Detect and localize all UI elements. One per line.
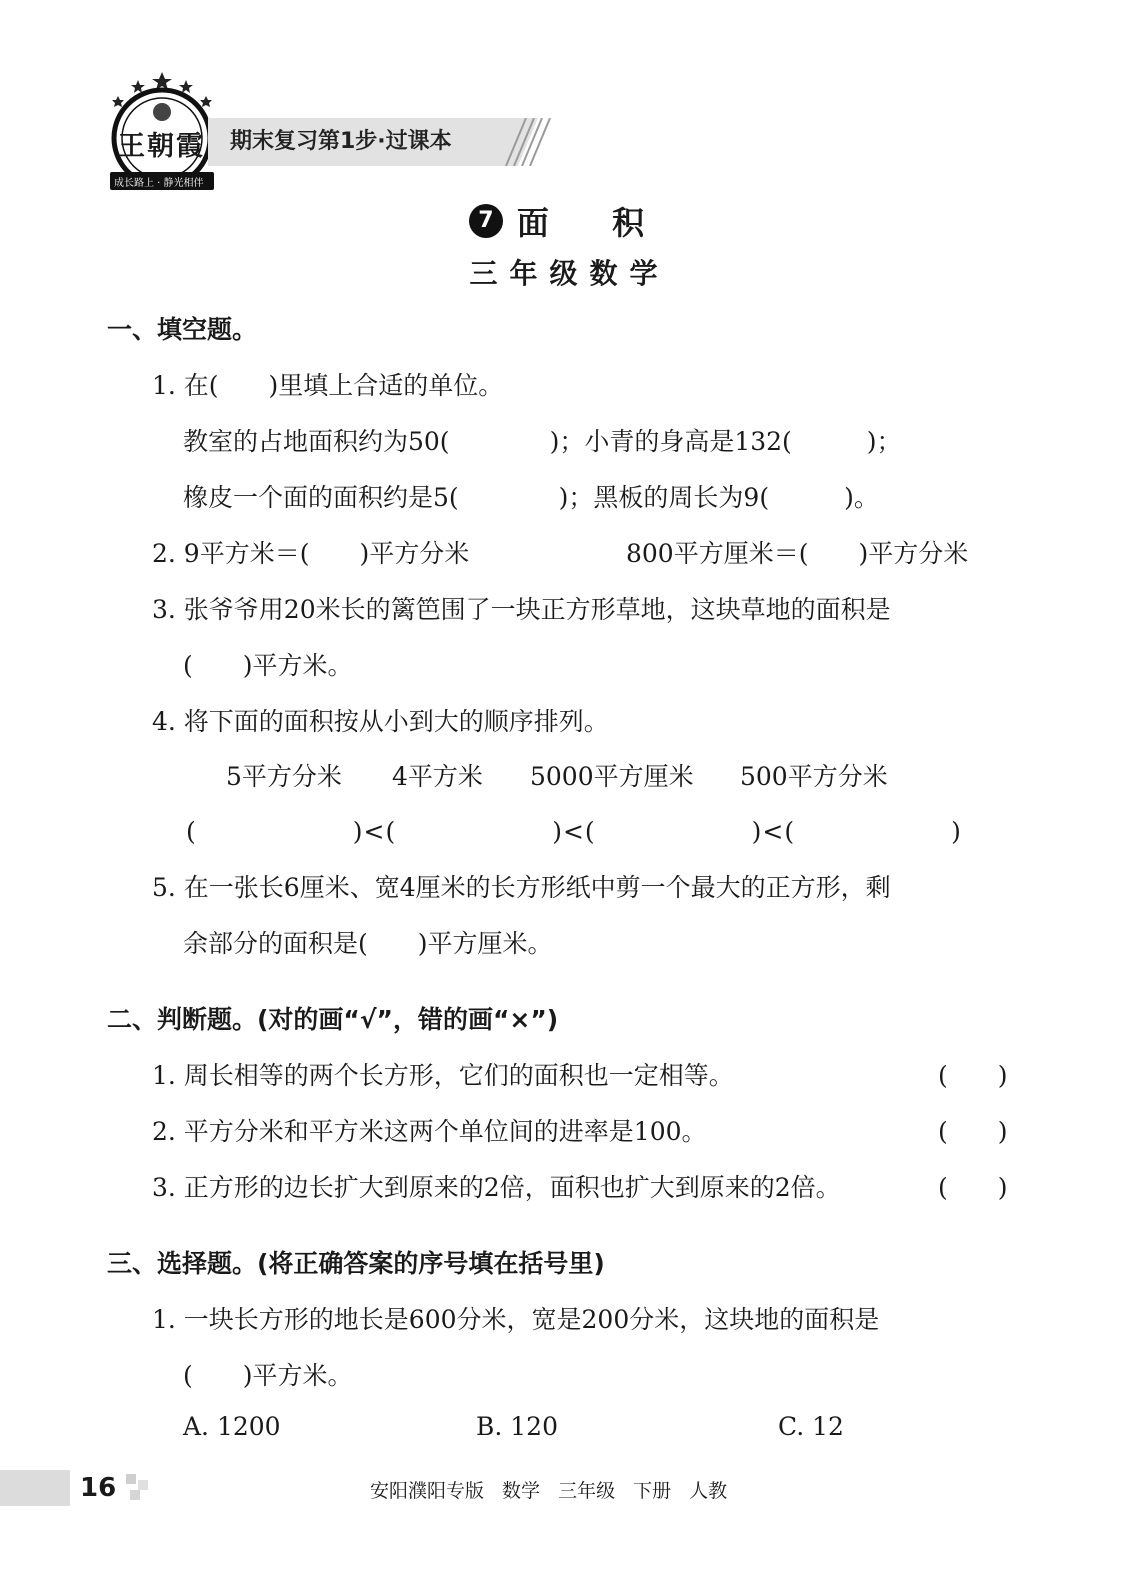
fill-q2b: 800平方厘米＝( )平方分米 xyxy=(626,539,969,568)
logo-name: 王朝霞 xyxy=(118,131,205,162)
fill-q4-item-4: 500平方分米 xyxy=(740,762,888,791)
page-subtitle: 三年级数学 xyxy=(469,257,670,290)
choice-q1-line1: 1. 一块长方形的地长是600分米，宽是200分米，这块地的面积是 xyxy=(152,1305,880,1334)
page-number: 16 xyxy=(80,1473,117,1503)
fill-q4: 4. 将下面的面积按从小到大的顺序排列。 xyxy=(152,707,609,736)
fill-q3-line2: ( )平方米。 xyxy=(183,651,353,680)
judge-answer-3: ( ) xyxy=(938,1173,1008,1202)
judge-answer-1: ( ) xyxy=(938,1061,1008,1090)
footer-edition: 安阳濮阳专版 数学 三年级 下册 人教 xyxy=(370,1480,728,1502)
fill-q2a: 2. 9平方米＝( )平方分米 xyxy=(152,539,470,568)
fill-q4-item-3: 5000平方厘米 xyxy=(530,762,694,791)
chapter-title-text: 面 积 xyxy=(516,204,671,242)
footer-bar xyxy=(0,1470,70,1506)
section-fill-blank-heading: 一、填空题。 xyxy=(107,315,258,344)
judge-item-3: 3. 正方形的边长扩大到原来的2倍，面积也扩大到原来的2倍。 xyxy=(152,1173,841,1202)
choice-q1-line2: ( )平方米。 xyxy=(183,1361,353,1390)
fill-q4-item-1: 5平方分米 xyxy=(226,762,342,791)
chapter-title xyxy=(0,198,1139,248)
footer-dots-icon xyxy=(126,1474,150,1502)
choice-option-c: C. 12 xyxy=(778,1412,844,1441)
fill-q3-line1: 3. 张爷爷用20米长的篱笆围了一块正方形草地，这块草地的面积是 xyxy=(152,595,891,624)
choice-option-b: B. 120 xyxy=(476,1412,558,1441)
fill-q5-line1: 5. 在一张长6厘米、宽4厘米的长方形纸中剪一个最大的正方形，剩 xyxy=(152,873,891,902)
fill-q4-item-2: 4平方米 xyxy=(392,762,483,791)
fill-q1: 1. 在( )里填上合适的单位。 xyxy=(152,371,504,400)
fill-q5-line2: 余部分的面积是( )平方厘米。 xyxy=(183,929,553,958)
fill-q1-line1: 教室的占地面积约为50( )；小青的身高是132( )； xyxy=(183,427,902,456)
chapter-number: 7 xyxy=(469,204,503,238)
choice-option-a: A. 1200 xyxy=(183,1412,281,1441)
judge-item-1: 1. 周长相等的两个长方形，它们的面积也一定相等。 xyxy=(152,1061,734,1090)
banner-title: 期末复习第1步·过课本 xyxy=(230,129,452,154)
section-choice-heading: 三、选择题。(将正确答案的序号填在括号里) xyxy=(107,1249,605,1278)
logo-slogan: 成长路上 · 静光相伴 xyxy=(114,178,204,189)
fill-q4-order: ( )<( )<( )<( ) xyxy=(186,817,962,846)
section-true-false-heading: 二、判断题。(对的画“√”，错的画“×”) xyxy=(107,1005,559,1034)
fill-q1-line2: 橡皮一个面的面积约是5( )；黑板的周长为9( )。 xyxy=(183,483,879,512)
judge-item-2: 2. 平方分米和平方米这两个单位间的进率是100。 xyxy=(152,1117,707,1146)
judge-answer-2: ( ) xyxy=(938,1117,1008,1146)
